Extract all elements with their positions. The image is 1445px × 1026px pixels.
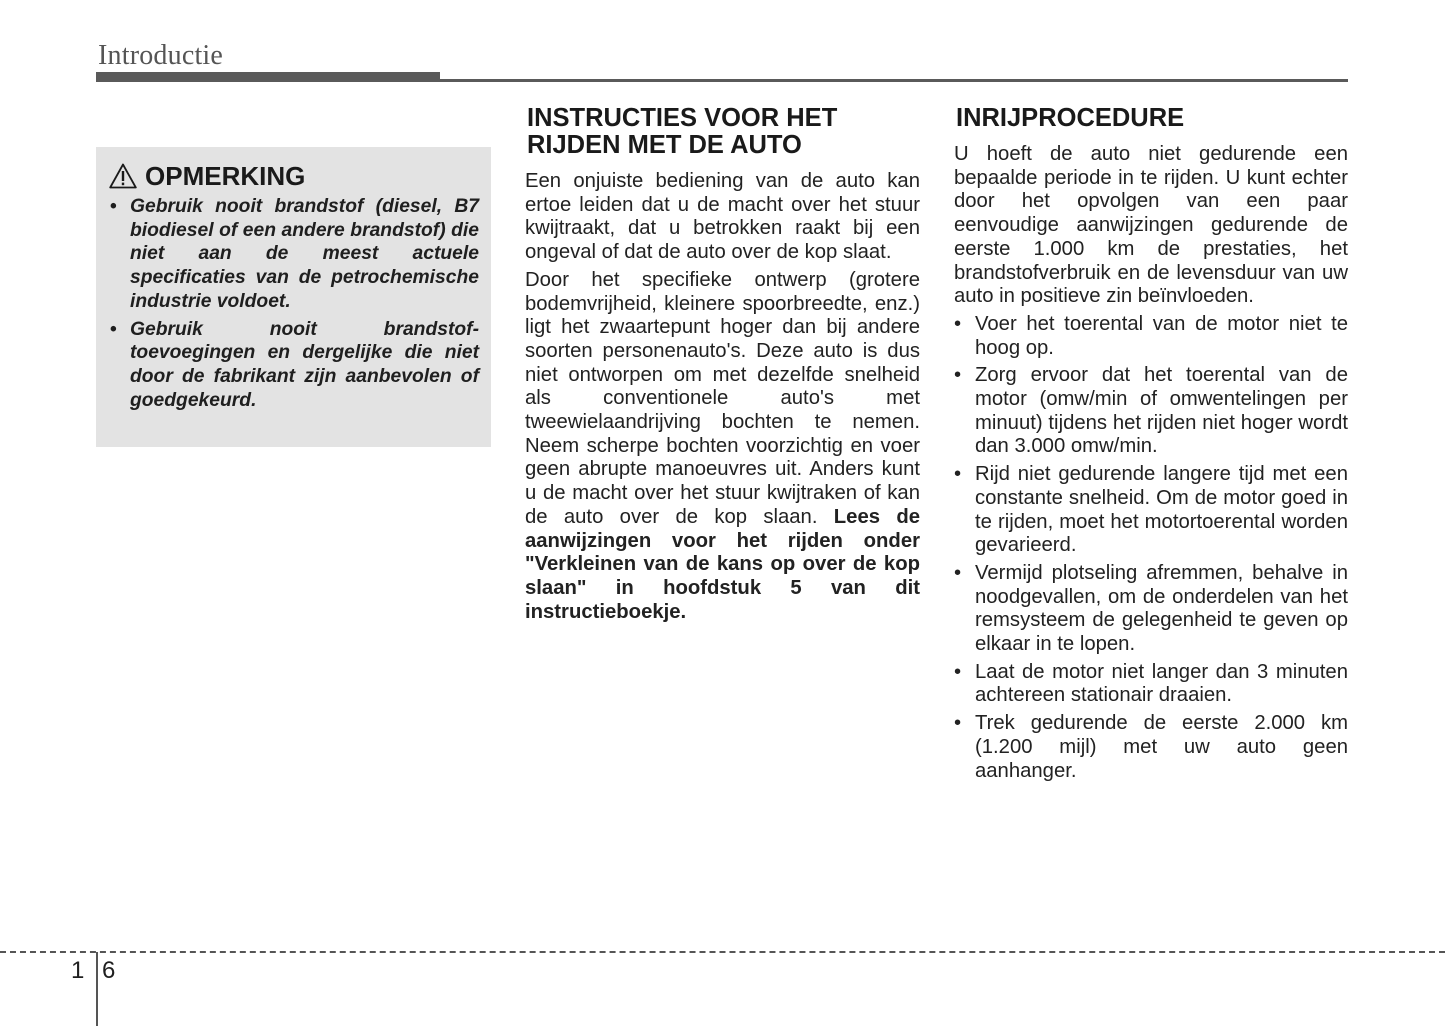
instructions-title-line2: RIJDEN MET DE AUTO [527, 131, 802, 159]
list-item: • Rijd niet gedurende langere tijd met een constante snelheid. Om de motor goed in te rijden, moet het motortoerental worden gevarieerd. [954, 463, 1348, 558]
inrijprocedure-list [954, 313, 1348, 783]
inrijprocedure-intro: U hoeft de auto niet gedurende een bepaalde periode in te rijden. U kunt echter door het opvolgen van een paar eenvoudige aanwijzingen gedurende de eerste 1.000 km de prestaties, het brandstofverbruik en de levensduur van uw auto in positieve zin beïnvloeden. [954, 143, 1348, 308]
header-bar [96, 72, 440, 82]
header-rule [440, 79, 1348, 82]
instructions-title [527, 105, 920, 159]
instructions-section [525, 105, 920, 628]
list-item: • Vermijd plotseling afremmen, behalve in noodgevallen, om de onderdelen van het remsysteem de gelegenheid te geven op elkaar in te lopen. [954, 562, 1348, 657]
instructions-reference-bold: Lees de aanwijzingen voor het rijden onder "Verkleinen van de kans op over de kop slaan" in hoofdstuk 5 van dit instructieboekje. [525, 505, 920, 623]
instructions-paragraph-1: Een onjuiste bediening van de auto kan ertoe leiden dat u de macht over het stuur kwijtraakt, dat u betrokken raakt bij een ongeval of dat de auto over de kop slaat. [525, 170, 920, 264]
list-item: • Voer het toerental van de motor niet te hoog op. [954, 313, 1348, 360]
page-chapter-number: 1 [71, 957, 85, 984]
page-number: 6 [102, 957, 116, 984]
inrijprocedure-title: INRIJPROCEDURE [956, 104, 1185, 132]
footer-rule [0, 951, 1445, 953]
note-heading [109, 159, 479, 193]
footer-divider [96, 952, 98, 1026]
warning-triangle-icon [109, 163, 137, 189]
note-box [96, 147, 491, 447]
note-item: • Gebruik nooit brandstof (diesel, B7 biodiesel of een andere brandstof) die niet aan de meest actuele specificaties van de petrochemische industrie voldoet. [109, 195, 479, 314]
list-item: • Zorg ervoor dat het toerental van de motor (omw/min of omwentelingen per minuut) tijdens het rijden niet hoger wordt dan 3.000 omw/min. [954, 364, 1348, 459]
instructions-paragraph-2 [525, 269, 920, 625]
page-header-title: Introductie [98, 40, 224, 71]
note-list [109, 195, 479, 412]
instructions-paragraph-2-text: Door het specifieke ontwerp (grotere bodemvrijheid, kleinere spoorbreedte, enz.) ligt het zwaartepunt hoger dan bij andere soorten personenauto's. Deze auto is dus niet ontworpen om met dezelfde snelheid als conventionele auto's met tweewielaandrijving bochten te nemen. Neem scherpe bochten voorzichtig en voer geen abrupte manoeuvres uit. Anders kunt u de macht over het stuur kwijtraken of kan de auto over de kop slaan. [525, 268, 920, 528]
inrijprocedure-section [954, 105, 1348, 787]
note-heading-label: OPMERKING [145, 160, 306, 191]
note-item: • Gebruik nooit brandstof-toevoegingen en dergelijke die niet door de fabrikant zijn aanbevolen of goedgekeurd. [109, 318, 479, 413]
list-item: • Trek gedurende de eerste 2.000 km (1.200 mijl) met uw auto geen aanhanger. [954, 712, 1348, 783]
instructions-title-line1: INSTRUCTIES VOOR HET [527, 104, 838, 132]
list-item: • Laat de motor niet langer dan 3 minuten achtereen stationair draaien. [954, 661, 1348, 708]
